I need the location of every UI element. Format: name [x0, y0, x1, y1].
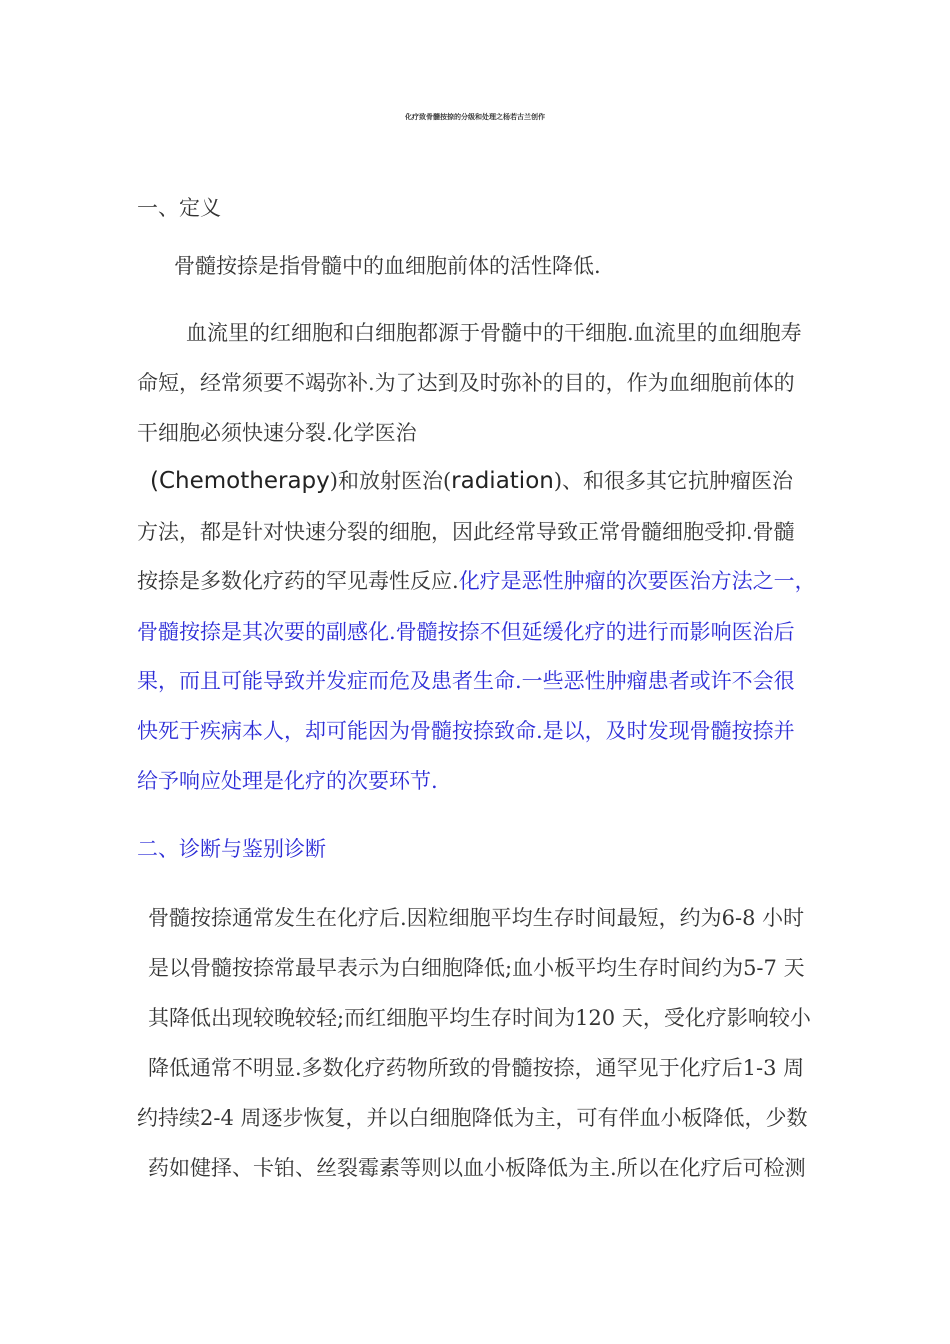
term-chemotherapy: Chemotherapy — [158, 468, 330, 494]
paragraph-line: 方法，都是针对快速分裂的细胞，因此经常导致正常骨髓细胞受抑.骨髓 — [137, 520, 795, 544]
paragraph-line: 干细胞必须快速分裂.化学医治 — [137, 421, 417, 445]
section-heading-definition: 一、定义 — [137, 196, 221, 220]
highlighted-line: 给予响应处理是化疗的次要环节. — [137, 769, 438, 793]
paragraph-line: 骨髓按捺通常发生在化疗后.因粒细胞平均生存时间最短，约为6-8 小时 — [148, 906, 805, 930]
section-heading-diagnosis: 二、诊断与鉴别诊断 — [137, 837, 326, 861]
paragraph-line: 血流里的红细胞和白细胞都源于骨髓中的干细胞.血流里的血细胞寿 — [186, 321, 802, 345]
paragraph-line: 是以骨髓按捺常最早表示为白细胞降低;血小板平均生存时间约为5-7 天 — [148, 956, 805, 980]
highlighted-line: 骨髓按捺是其次要的副感化.骨髓按捺不但延缓化疗的进行而影响医治后 — [137, 620, 795, 644]
paren-open: ( — [150, 468, 159, 494]
paragraph-line: 约持续2-4 周逐步恢复，并以白细胞降低为主，可有伴血小板降低，少数 — [137, 1106, 808, 1130]
paragraph-line: 其降低出现较晚较轻;而红细胞平均生存时间为120 天，受化疗影响较小 — [148, 1006, 811, 1030]
definition-sentence: 骨髓按捺是指骨髓中的血细胞前体的活性降低. — [174, 254, 601, 278]
highlighted-line: 果，而且可能导致并发症而危及患者生命.一些恶性肿瘤患者或许不会很 — [137, 669, 795, 693]
text-segment: )和放射医治( — [329, 469, 452, 493]
text-segment: 按捺是多数化疗药的罕见毒性反应. — [137, 569, 459, 593]
highlighted-line: 快死于疾病本人，却可能因为骨髓按捺致命.是以，及时发现骨髓按捺并 — [137, 719, 795, 743]
paragraph-line-chemotherapy — [150, 466, 793, 496]
highlighted-text: 化疗是恶性肿瘤的次要医治方法之一， — [458, 569, 816, 593]
paragraph-line: 降低通常不明显.多数化疗药物所致的骨髓按捺，通罕见于化疗后1-3 周 — [148, 1056, 805, 1080]
term-radiation: radiation — [451, 468, 554, 494]
paragraph-line-mixed — [137, 566, 816, 596]
paragraph-line: 药如健择、卡铂、丝裂霉素等则以血小板降低为主.所以在化疗后可检测 — [148, 1156, 806, 1180]
text-segment: )、和很多其它抗肿瘤医治 — [553, 469, 794, 493]
paragraph-line: 命短，经常须要不竭弥补.为了达到及时弥补的目的，作为血细胞前体的 — [137, 371, 795, 395]
document-title: 化疗致骨髓按捺的分级和处理之杨若古兰创作 — [405, 113, 545, 121]
